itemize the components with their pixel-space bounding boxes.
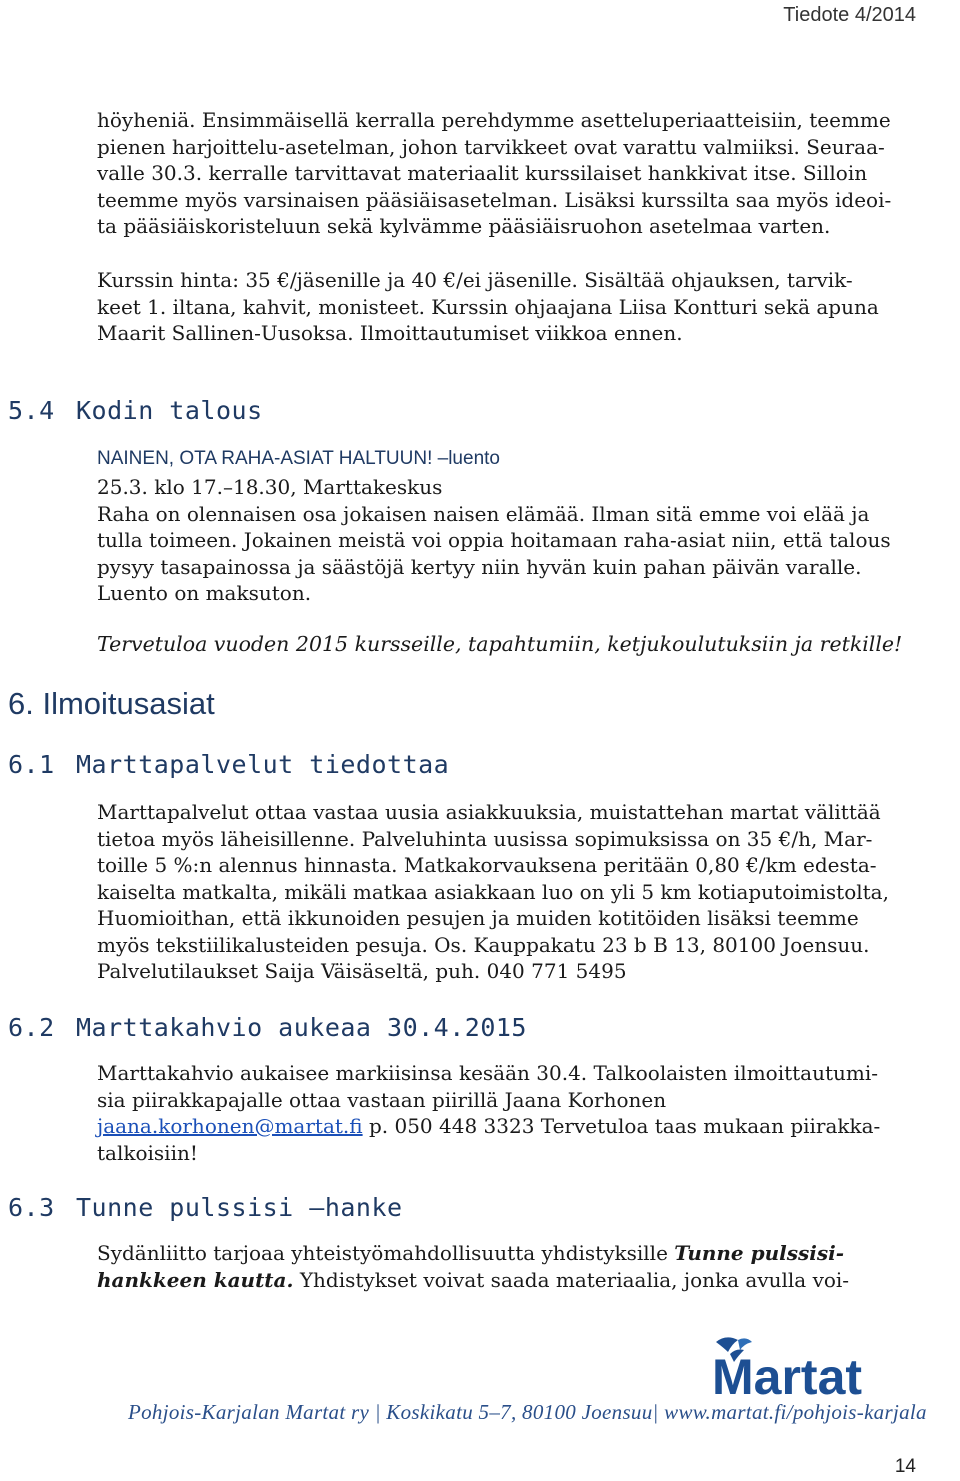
paragraph-line: Huomioithan, että ikkunoiden pesujen ja muiden kotitöiden lisäksi teemme	[97, 906, 859, 930]
paragraph-line: kaiselta matkalta, mikäli matkaa asiakkaan luo on yli 5 km kotiaputoimistolta,	[97, 879, 889, 904]
paragraph-line	[97, 1240, 849, 1267]
intro-line: teemme myös varsinaisen pääsiäisasetelman. Lisäksi kurssilta saa myös ideoi-	[97, 187, 892, 212]
section-heading-6-2	[8, 1013, 527, 1042]
lecture-line: tulla toimeen. Jokainen meistä voi oppia hoitamaan raha-asiat niin, että talous	[97, 528, 891, 552]
price-line: Kurssin hinta: 35 €/jäsenille ja 40 €/ei jäsenille. Sisältää ohjauksen, tarvik-	[97, 268, 853, 292]
paragraph-line: sia piirakkapajalle ottaa vastaan piirillä Jaana Korhonen	[97, 1087, 667, 1112]
intro-line: ta pääsiäiskoristeluun sekä kylvämme pääsiäisruohon asetelmaa varten.	[97, 214, 831, 238]
lecture-paragraph	[97, 474, 891, 607]
section-title: Marttapalvelut tiedottaa	[76, 750, 450, 779]
lecture-line: 25.3. klo 17.–18.30, Marttakeskus	[97, 475, 443, 499]
logo-wordmark: Martat	[712, 1349, 863, 1400]
martat-logo	[708, 1328, 948, 1400]
paragraph-line: toille 5 %:n alennus hinnasta. Matkakorvauksena peritään 0,80 €/km edesta-	[97, 853, 877, 877]
section-title: Kodin talous	[76, 396, 263, 425]
paragraph-line: talkoisiin!	[97, 1140, 198, 1165]
section-number: 6.2	[8, 1013, 55, 1042]
lecture-line: pysyy tasapainossa ja säästöjä kertyy niin hyvän kuin pahan päivän varalle.	[97, 554, 862, 579]
sydanliitto-paragraph	[97, 1240, 849, 1293]
lecture-line: Luento on maksuton.	[97, 581, 312, 605]
chapter-heading-6: 6. Ilmoitusasiat	[8, 686, 215, 721]
intro-line: höyheniä. Ensimmäisellä kerralla perehdymme asetteluperiaatteisiin, teemme	[97, 108, 891, 132]
paragraph-line: myös tekstiilikalusteiden pesuja. Os. Kauppakatu 23 b B 13, 80100 Joensuu.	[97, 932, 870, 957]
paragraph-line: tietoa myös läheisillenne. Palveluhinta uusissa sopimuksissa on 35 €/h, Mar-	[97, 826, 873, 851]
page-number: 14	[894, 1456, 916, 1477]
section-number: 6.1	[8, 750, 55, 779]
footer-address: Pohjois-Karjalan Martat ry | Koskikatu 5–7, 80100 Joensuu|	[128, 1400, 659, 1424]
intro-line: pienen harjoittelu-asetelman, johon tarvikkeet ovat varattu valmiiksi. Seuraa-	[97, 134, 885, 159]
price-line: Maarit Sallinen-Uusoksa. Ilmoittautumiset viikkoa ennen.	[97, 321, 683, 345]
section-number: 5.4	[8, 396, 55, 425]
lecture-title: NAINEN, OTA RAHA-ASIAT HALTUUN! –luento	[97, 448, 500, 469]
email-link[interactable]: jaana.korhonen@martat.fi	[97, 1114, 363, 1138]
plain-text: Yhdistykset voivat saada materiaalia, jonka avulla voi-	[293, 1267, 850, 1292]
course-price-paragraph	[97, 267, 879, 347]
price-line: keet 1. iltana, kahvit, monisteet. Kurssin ohjaajana Liisa Kontturi sekä apuna	[97, 294, 879, 319]
plain-text: Sydänliitto tarjoaa yhteistyömahdollisuutta yhdistyksille	[97, 1241, 675, 1265]
welcome-note: Tervetuloa vuoden 2015 kursseille, tapahtumiin, ketjukoulutuksiin ja retkille!	[97, 632, 903, 656]
paragraph-line	[97, 1267, 849, 1294]
footer-url[interactable]: www.martat.fi/pohjois-karjala	[664, 1400, 927, 1424]
paragraph-line	[97, 1113, 880, 1140]
footer-address-bar	[128, 1400, 948, 1434]
section-heading-6-1	[8, 750, 449, 779]
marttakahvio-paragraph	[97, 1060, 880, 1166]
project-name: hankkeen kautta.	[97, 1267, 294, 1292]
intro-paragraph	[97, 107, 891, 240]
section-number: 6.3	[8, 1193, 55, 1222]
intro-line: valle 30.3. kerralle tarvittavat materiaalit kurssilaiset hankkivat itse. Silloin	[97, 161, 868, 185]
phone-text: p. 050 448 3323 Tervetuloa taas mukaan piirakka-	[362, 1114, 881, 1138]
section-heading-5-4	[8, 396, 263, 425]
project-name: Tunne pulssisi-	[674, 1241, 845, 1265]
paragraph-line: Palvelutilaukset Saija Väisäseltä, puh. 040 771 5495	[97, 959, 627, 983]
document-header-tag: Tiedote 4/2014	[783, 4, 916, 26]
section-title: Tunne pulssisi –hanke	[76, 1193, 403, 1222]
paragraph-line: Marttapalvelut ottaa vastaa uusia asiakkuuksia, muistattehan martat välittää	[97, 800, 881, 824]
lecture-line: Raha on olennaisen osa jokaisen naisen elämää. Ilman sitä emme voi elää ja	[97, 501, 870, 526]
section-heading-6-3	[8, 1193, 403, 1222]
marttapalvelut-paragraph	[97, 799, 889, 985]
paragraph-line: Marttakahvio aukaisee markiisinsa kesään 30.4. Talkoolaisten ilmoittautumi-	[97, 1061, 879, 1085]
section-title: Marttakahvio aukeaa 30.4.2015	[76, 1013, 527, 1042]
